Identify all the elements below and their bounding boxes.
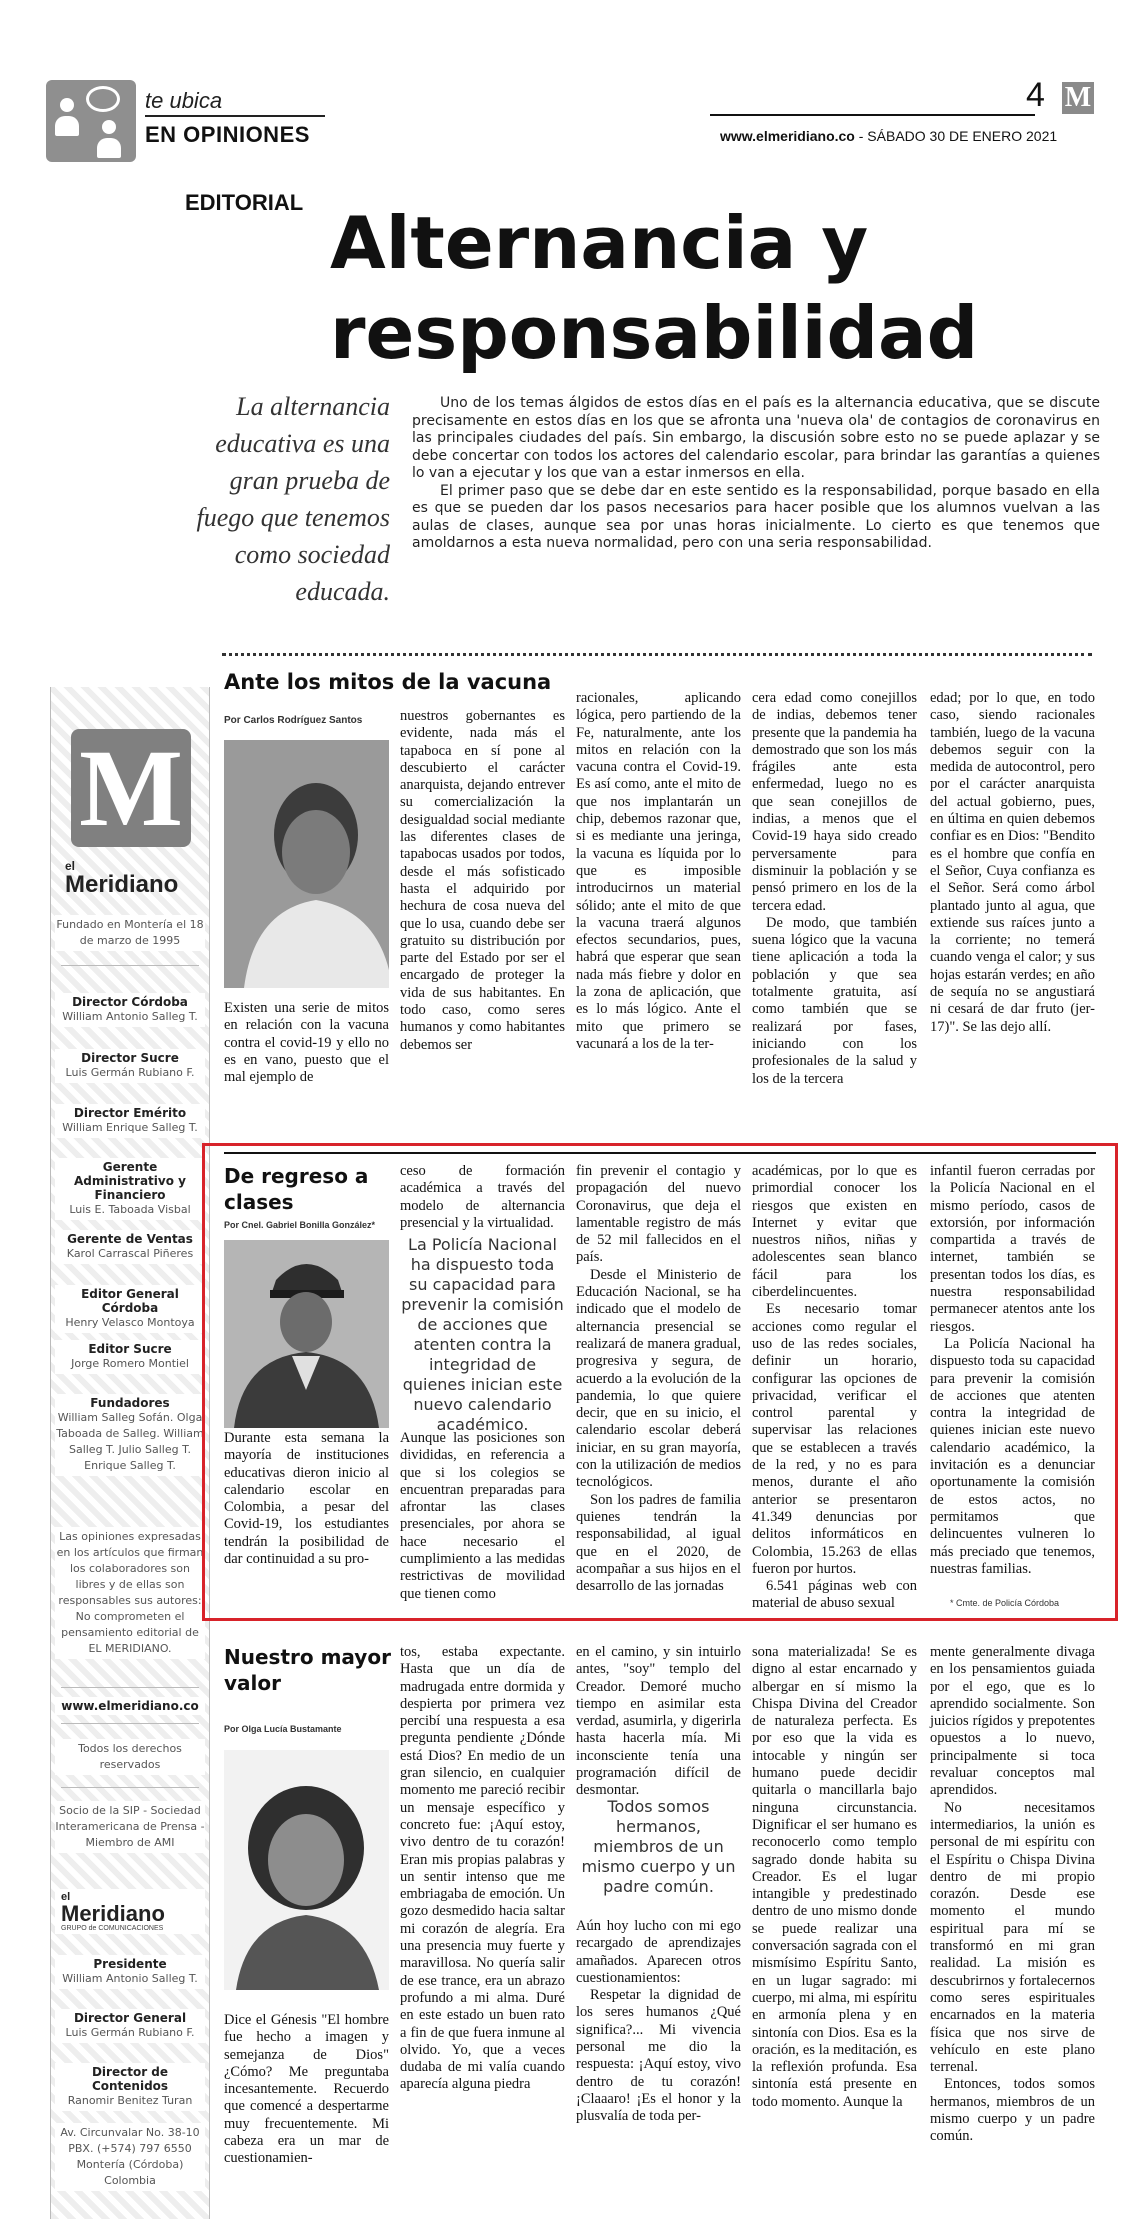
section-divider — [145, 115, 325, 117]
article3-col5-p1: mente generalmente divaga en los pensamientos guiada por el ego, que es lo aprendido socialmente. Son juicios rígidos y prepotentes opuestos a lo nuevo, principalmente si toca revaluar conceptos mal aprendidos. — [930, 1644, 1095, 1799]
speech-bubble-icon — [86, 86, 120, 112]
article2-col3-p2: Desde el Ministerio de Educación Nacional, se ha indicado que el modelo de alternancia presencial se realizará de manera gradual, progresiva y segura, de acuerdo a la evolución de la pandemia, lo que quiere decir, que en su inicio, el calendario escolar deberá iniciar, en su gran mayoría, con la utilización de medios tecnológicos. — [576, 1266, 741, 1491]
staff-entry: Director Sucre Luis Germán Rubiano F. — [55, 1049, 205, 1083]
article1-col5: edad; por lo que, en todo caso, siendo racionales también, luego de la vacuna debemos seguir con la medida de autocontrol, pero por el carácter anarquista del actual gobierno, pues, en última en quien debemos confiar es en Dios: "Bendito es el hombre que confía en el Señor, Cuya confianza es el Señor. Será como árbol plantado junto al agua, que extiende sus raíces junto a la corriente; no temerá cuando venga el calor; y sus hojas estarán verdes; en año de sequía no se angustiará ni cesará de dar fruto (jer-17)". Se las dejo allí. — [930, 690, 1095, 1035]
masthead-logo-name: Meridiano — [65, 871, 179, 898]
article2-col4-p1: académicas, por lo que es primordial conocer los riesgos que existen en Internet y evitar que nuestros niños, niñas y adolescentes sean blanco fácil para los ciberdelincuentes. — [752, 1163, 917, 1301]
masthead-sidebar — [50, 687, 210, 2219]
person-body-icon-2 — [97, 138, 121, 158]
article3-col3-p3: Respetar la dignidad de los seres humanos ¿Qué significa?... Mi vivencia personal me dio la respuesta: ¡Aquí estoy, vivo dentro de tu corazón! ¡Claaaro! ¡Es el honor y la plusvalía de toda per- — [576, 1987, 741, 2125]
person-icon-2 — [102, 120, 116, 134]
sidebar-rule — [61, 965, 199, 966]
article2-pull-quote: La Policía Nacional ha dispuesto toda su capacidad para prevenir la comisión de acciones que atenten contra la integridad de quienes inician este nuevo calendario académico. — [401, 1235, 564, 1434]
masthead-logo-el: el — [65, 859, 76, 873]
article2-col4 — [752, 1163, 917, 1618]
article3-byline: Por Olga Lucía Bustamante — [224, 1724, 342, 1734]
article1-byline: Por Carlos Rodríguez Santos — [224, 715, 363, 726]
section-dotted-rule — [222, 653, 1092, 656]
article1-col4 — [752, 690, 917, 1087]
staff-entry: Presidente William Antonio Salleg T. — [55, 1955, 205, 1989]
article1-col4-p1: cera edad como conejillos de indias, debemos tener presente que la pandemia ha demostrado que son los más frágiles ante esta enfermedad, luego no es que sean conejillos de indias, a menos que el Covid-19 haya sido creado perversamente para disminuir la población y se pensó primero en los de la tercera edad. — [752, 690, 917, 914]
header-website[interactable]: www.elmeridiano.co — [720, 128, 855, 144]
article2-footnote: * Cmte. de Policía Córdoba — [950, 1598, 1060, 1608]
article2-author-photo — [224, 1240, 389, 1428]
masthead-rights: Todos los derechos reservados — [55, 1739, 205, 1775]
staff-entry: Gerente de Ventas Karol Carrascal Piñeres — [55, 1230, 205, 1264]
section-logo — [46, 80, 136, 162]
article2-col5-p2: La Policía Nacional ha dispuesto toda su capacidad para prevenir la comisión de acciones que atenten contra la integridad de quienes inician este nuevo calendario académico, la invitación es a denunciar oportunamente la comisión de estos actos, no permitamos que delincuentes vulneren lo más preciado que tenemos, nuestras familias. — [930, 1335, 1095, 1577]
article3-col2: tos, estaba expectante. Hasta que un día de madrugada entre dormida y despierta por primera vez percibí una respuesta a esa pregunta pendiente ¿Dónde está Dios? En medio de un gran silencio, en cualquier momento me pareció recibir un mensaje específico y concreto fue: ¡Aquí estoy, vivo dentro de tu corazón! Eran mis propias palabras y un sentir intenso que me embriagaba de emoción. Un gozo desmedido hacia saltar mi corazón de alegría. Era una presencia muy fuerte y maravillosa. No quería salir de ese trance, era un abrazo profundo a mi alma. Duré en este estado un buen rato a fin de que fuera inmune al olvido. Yo, que a veces dudaba de mi valía cuando aparecía alguna piedra — [400, 1644, 565, 2093]
article3-author-photo — [224, 1750, 389, 1990]
article2-title: De regreso a clases — [224, 1164, 369, 1214]
masthead-founded: Fundado en Montería el 18 de marzo de 1995 — [55, 915, 205, 951]
person-body-icon — [55, 116, 79, 136]
group-logo: el Meridiano GRUPO de COMUNICACIONES — [55, 1889, 205, 1934]
article3-col5-p3: Entonces, todos somos hermanos, miembros de un mismo cuerpo y un padre común. — [930, 2076, 1095, 2145]
article2-col3-p3: Son los padres de familia quienes tendrán la responsabilidad, al igual que en el 2020, de acompañar a sus hijos en el desarrollo de las jornadas — [576, 1491, 741, 1595]
article3-col4: sona materializada! Se es digno al estar encarnado y albergar en sí mismo la Chispa Divina del Creador de naturaleza perfecta. Es por eso que la vida es intocable y ningún ser humano puede decidir quitarla o mancillarla bajo ninguna circunstancia. Dignificar el ser humano es reconocerlo como templo sagrado donde habita su Creador. Es el lugar intangible y predestinado dentro de uno mismo donde se puede realizar una conversación sagrada con el mismísimo Espíritu Santo, en un lugar sagrado: mi cuerpo, mi alma, mi espíritu en armonía plena y en sintonía con Dios. Esa es la oración, es la meditación, es la reflexión profunda. Esa sintonía está presente en todo momento. Aunque la — [752, 1644, 917, 2110]
staff-entry: Director General Luis Germán Rubiano F. — [55, 2009, 205, 2043]
staff-entry: Director de Contenidos Ranomir Benitez Turan — [55, 2063, 205, 2111]
masthead-website[interactable]: www.elmeridiano.co — [55, 1697, 205, 1715]
article2-col2a: ceso de formación académica a través del modelo de alternancia presencial y la virtualidad. — [400, 1163, 565, 1231]
article3-col1: Dice el Génesis "El hombre fue hecho a imagen y semejanza de Dios" ¿Cómo? Me preguntaba incesantemente. Recuerdo que comencé a despertarme muy frecuentemente. Mi cabeza era un mar de cuestionamien- — [224, 2012, 389, 2167]
staff-entry: Director Emérito William Enrique Salleg T. — [55, 1104, 205, 1138]
article2-col2b: Aunque las posiciones son divididas, en referencia a que si los colegios se encuentran preparadas para afrontar las clases presenciales, por ahora se hace necesario el cumplimiento a las medidas restrictivas de movilidad que tienen como — [400, 1430, 565, 1602]
editorial-label: EDITORIAL — [185, 190, 304, 215]
article2-col1: Durante esta semana la mayoría de instituciones educativas dieron inicio al calendario escolar en Colombia, a pesar del Covid-19, los estudiantes tendrán la posibilidad de dar continuidad a su pro- — [224, 1430, 389, 1568]
article1-title: Ante los mitos de la vacuna — [224, 670, 552, 694]
author-portrait-icon — [224, 1750, 389, 1990]
staff-entry: Editor General Córdoba Henry Velasco Montoya — [55, 1285, 205, 1333]
article2-col4-p3: 6.541 páginas web con material de abuso sexual — [752, 1578, 917, 1612]
article1-col3: racionales, aplicando lógica, pero partiendo de la Fe, naturalmente, ante los mitos en relación con la vacuna contra el Covid-19. Es así como, ante el mito de que nos implantarán un chip, debemos razonar que, si es mediante una jeringa, la vacuna es líquida por lo que es imposible introducirnos un material sólido; ante el mito de que la vacuna traerá algunos efectos secundarios, pues, habrá que esperar que sean nada más fiebre y dolor en la zona de aplicación, que es lo más lógico. Ante el mito que primero se vacunará a los de la ter- — [576, 690, 741, 1052]
article3-col5 — [930, 1644, 1095, 2212]
page-number: 4 — [1026, 76, 1045, 114]
header-rule — [710, 114, 1035, 116]
article2-rule — [224, 1152, 1096, 1154]
staff-entry: Director Córdoba William Antonio Salleg T. — [55, 993, 205, 1027]
section-label-small: te ubica — [145, 88, 223, 113]
masthead-sip: Socio de la SIP - Sociedad Interamericana de Prensa - Miembro de AMI — [55, 1801, 205, 1853]
sidebar-rule — [61, 1787, 199, 1788]
author-portrait-icon — [224, 740, 389, 988]
article2-col4-p2: Es necesario tomar acciones como regular el uso de las redes sociales, definir un horario, configurar las opciones de privacidad, verificar el control parental y supervisar las relaciones que se establecen a través de la red, y no es para menos, durante el año anterior se presentaron 41.349 denuncias por delitos informáticos en Colombia, 15.263 de ellas fueron por hurtos. — [752, 1301, 917, 1577]
editorial-pull-quote: La alternancia educativa es una gran prueba de fuego que tenemos como sociedad educada. — [196, 392, 390, 606]
header-dateline — [720, 128, 1057, 144]
masthead-disclaimer: Las opiniones expresadas en los artículos que firman los colaboradores son libres y de ellas son responsables sus autores: No comprometen el pensamiento editorial de EL MERIDIANO. — [55, 1527, 205, 1659]
article3-col3a: en el camino, y sin intuirlo antes, "soy" templo del Creador. Demoré mucho tiempo en asimilar esta verdad, asumirla, y digerirla hasta hacerla mía. Mi inconsciente tenía una programación difícil de desmontar. — [576, 1644, 741, 1799]
article2-col5 — [930, 1163, 1095, 1595]
article2-byline: Por Cnel. Gabriel Bonilla González* — [224, 1220, 376, 1230]
editorial-title: Alternancia y responsabilidad — [330, 201, 979, 375]
person-icon — [60, 98, 74, 112]
article3-col3b — [576, 1918, 741, 2212]
article2-col3-p1: fin prevenir el contagio y propagación del nuevo Coronavirus, que deja el lamentable registro de más de 52 mil fallecidos en el país. — [576, 1163, 741, 1266]
article3-pull-quote: Todos somos hermanos, miembros de un mismo cuerpo y un padre común. — [581, 1797, 736, 1896]
article3-title: Nuestro mayor valor — [224, 1645, 391, 1695]
staff-entry: Editor Sucre Jorge Romero Montiel — [55, 1340, 205, 1374]
editorial-paragraph: El primer paso que se debe dar en este sentido es la responsabilidad, porque basado en ella es que se pueden dar los pasos necesarios para hacer posible que los alumnos vuelvan a las aulas de clases, aunque sea por unas horas inicialmente. Lo cierto es que tenemos que amoldarnos a esta nueva normalidad, pero con una seria responsabilidad. — [412, 482, 1100, 551]
brand-badge: M — [1062, 82, 1094, 114]
article1-col1: Existen una serie de mitos en relación con la vacuna contra el covid-19 y ello no es en vano, puesto que el mal ejemplo de — [224, 1000, 389, 1086]
article1-col2: nuestros gobernantes es evidente, nada más el tapaboca en sí pone al descubierto el carácter anarquista, dejando entrever su comercialización la desigualdad social mediante las diferentes clases de tapabocas usados por todos, desde el más sofisticado hasta el adquirido por hechura de cosa nueva del que lo usa, cuando debe ser gratuito su distribución por parte del Estado por ser el encargado de proteger la vida de sus habitantes. En todo caso, como seres humanos y como habitantes debemos ser — [400, 708, 565, 1053]
article2-col3 — [576, 1163, 741, 1618]
article1-author-photo — [224, 740, 389, 988]
editorial-paragraph: Uno de los temas álgidos de estos días en el país es la alternancia educativa, que se discute precisamente en estos días en los que se afronta una 'nueva ola' de contagios de coronavirus en las principales ciudades del país. Sin embargo, la discusión sobre esto no se puede aplazar y se debe concertar con todos los actores del calendario escolar, para brindar las garantías a quienes lo van a ejecutar y los que van a estar inmersos en ella. — [412, 395, 1100, 481]
staff-entry: Fundadores William Salleg Sofán. Olga Taboada de Salleg. William Salleg T. Julio Salleg T. Enrique Salleg T. — [55, 1394, 205, 1476]
article2-col5-p1: infantil fueron cerradas por la Policía Nacional en el mismo período, casos de extorsión, por información compartida a través de internet, también se presentan todos los días, es nuestra responsabilidad permanecer atentos ante los riesgos. — [930, 1163, 1095, 1335]
masthead-logo: M — [71, 729, 191, 847]
article3-col3-p2: Aún hoy lucho con mi ego recargado de aprendizajes amañados. Aparecen otros cuestionamientos: — [576, 1918, 741, 1986]
staff-entry: Gerente Administrativo y Financiero Luis E. Taboada Visbal — [55, 1158, 205, 1220]
masthead-address: Av. Circunvalar No. 38-10 PBX. (+574) 797 6550 Montería (Córdoba) Colombia — [55, 2123, 205, 2191]
article3-col5-p2: No necesitamos intermediarios, la unión es personal de mi espíritu con el Espíritu o Chispa Divina dentro de mi propio corazón. Desde ese momento el mundo espiritual para mí se transformó en mi gran realidad. La misión es descubrirnos y fortalecernos como seres espirituales encarnados en la materia física que nos sirve de vehículo en este plano terrenal. — [930, 1799, 1095, 2076]
sidebar-rule — [61, 1687, 199, 1688]
officer-portrait-icon — [224, 1240, 389, 1428]
sidebar-rule — [61, 1723, 199, 1724]
header-date: - SÁBADO 30 DE ENERO 2021 — [854, 128, 1058, 144]
section-label: EN OPINIONES — [145, 122, 310, 147]
editorial-body — [412, 395, 1100, 553]
article1-col4-p2: De modo, que también suena lógico que la vacuna tiene aplicación a toda la población y que sea totalmente gratuita, así como también que se realizará por fases, iniciando con los profesionales de la salud y los de la tercera — [752, 914, 917, 1087]
